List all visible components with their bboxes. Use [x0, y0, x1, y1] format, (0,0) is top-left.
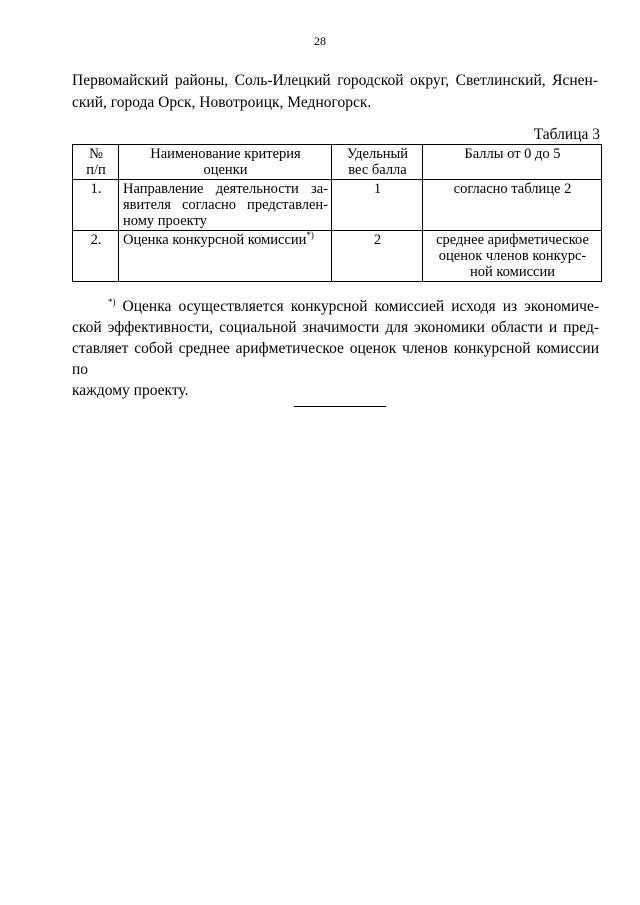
row-score [423, 180, 602, 231]
table-header-row [73, 145, 602, 180]
row-score-line: оценок членов конкурс- [438, 248, 587, 264]
row-name-line: Направление деятельности за- [123, 181, 328, 197]
footnote [72, 296, 599, 401]
row-score [423, 231, 602, 282]
intro-line: Первомайский районы, Соль-Илецкий городской округ, Светлинский, Яснен- [72, 72, 598, 89]
table-caption: Таблица 3 [533, 126, 600, 143]
header-weight-line: вес балла [348, 162, 407, 178]
footnote-line: ской эффективности, социальной значимости для экономики области и пред- [72, 319, 599, 336]
header-score [423, 145, 602, 180]
footnote-marker: *) [108, 296, 116, 307]
table-row [73, 180, 602, 231]
end-divider [294, 406, 386, 407]
footnote-line: ставляет собой среднее арифметическое оценок членов конкурсной комиссии по [72, 340, 599, 378]
header-weight-line: Удельный [346, 146, 409, 162]
header-num-line: п/п [86, 162, 106, 178]
header-num [73, 145, 119, 180]
row-num: 2. [73, 231, 119, 282]
header-name-line: оценки [203, 162, 248, 178]
footnote-marker: *) [306, 230, 314, 241]
row-criterion-name [119, 180, 332, 231]
footnote-line [72, 296, 599, 317]
row-score-line: ной комиссии [469, 264, 555, 280]
header-name-line: Наименование критерия [150, 146, 301, 162]
row-num: 1. [73, 180, 119, 231]
criteria-table [72, 144, 602, 282]
row-weight: 2 [332, 231, 423, 282]
row-criterion-name [119, 231, 332, 282]
intro-line: ский, города Орск, Новотроицк, Медногорск. [72, 94, 372, 111]
row-score-line: среднее арифметическое [436, 232, 589, 248]
row-name-line: явителя согласно представлен- [123, 197, 328, 213]
footnote-line: каждому проекту. [72, 382, 189, 399]
row-name-line: Оценка конкурсной комиссии [123, 232, 307, 248]
footnote-text: Оценка осуществляется конкурсной комиссией исходя из экономиче- [115, 298, 599, 315]
row-score-line: согласно таблице 2 [453, 181, 572, 197]
intro-paragraph [72, 70, 598, 114]
header-weight [332, 145, 423, 180]
table-row [73, 231, 602, 282]
header-score-text: Баллы от 0 до 5 [464, 146, 561, 162]
header-num-line: № [89, 146, 103, 162]
row-weight: 1 [332, 180, 423, 231]
row-name-line: ному проекту [123, 213, 207, 229]
page-number: 28 [314, 34, 326, 48]
header-criterion-name [119, 145, 332, 180]
